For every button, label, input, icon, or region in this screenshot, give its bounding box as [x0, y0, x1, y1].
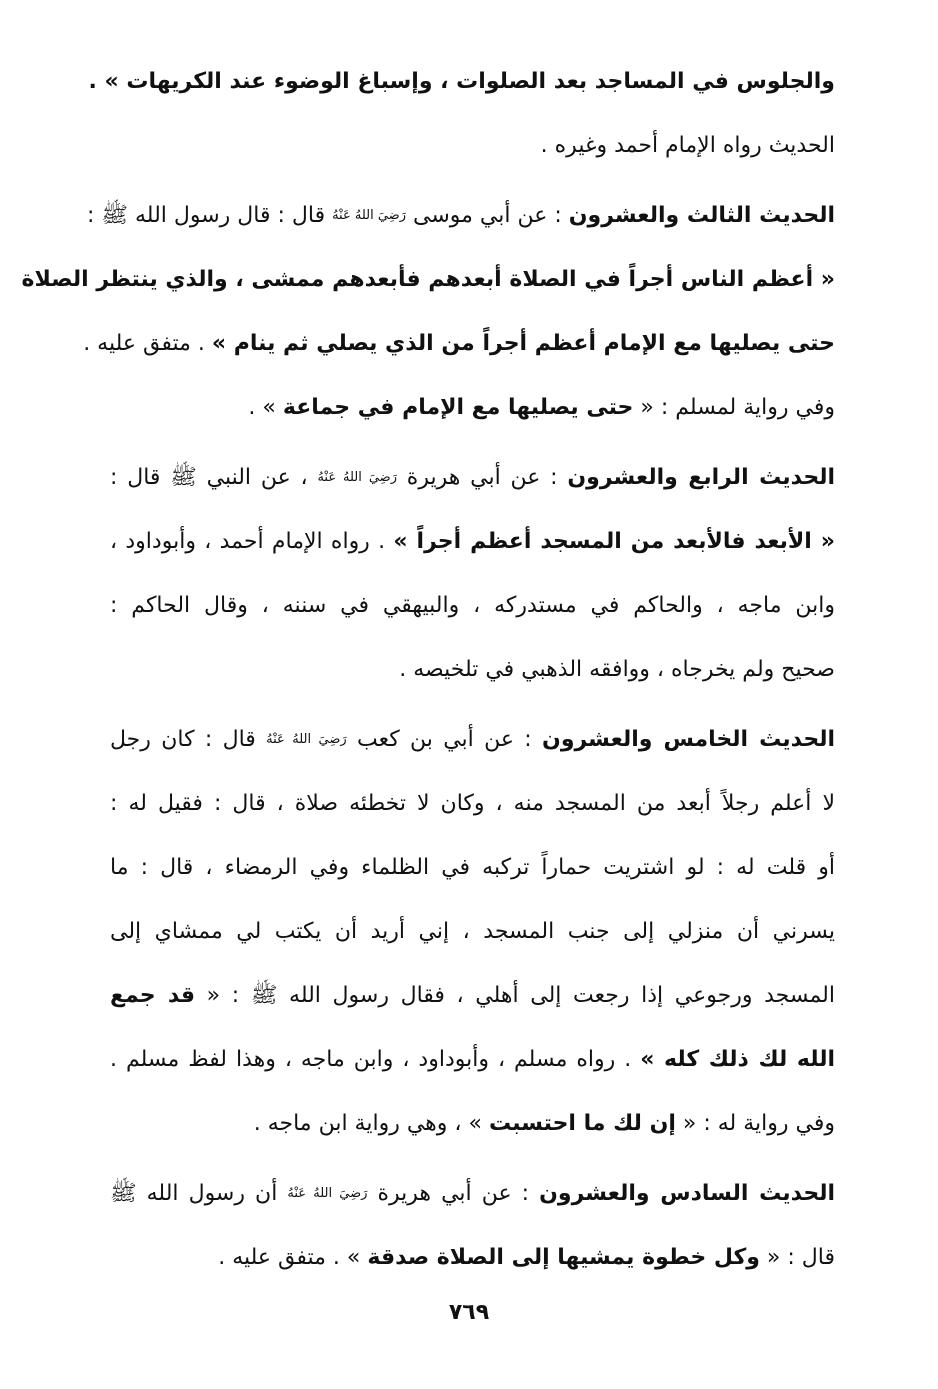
plain-text: : عن أبي هريرة	[367, 1181, 540, 1206]
text-line	[110, 638, 835, 702]
honorific-text: رَضِيَ اللهُ عَنْهُ	[317, 470, 397, 485]
plain-text: » . متفق عليه .	[218, 1245, 368, 1270]
bold-text: حتى يصليها مع الإمام في جماعة	[282, 395, 634, 420]
bold-text: الحديث الرابع والعشرون	[567, 465, 835, 490]
text-line	[110, 1162, 835, 1226]
plain-text: صحيح ولم يخرجاه ، ووافقه الذهبي في تلخيصه .	[399, 657, 835, 682]
paragraph-hadith-23	[21, 184, 835, 440]
honorific-text: رَضِيَ اللهُ عَنْهُ	[266, 732, 347, 747]
paragraph-1	[88, 50, 835, 178]
plain-text: وفي رواية لمسلم : «	[633, 395, 835, 420]
plain-text: . رواه الإمام أحمد ، وأبوداود ،	[110, 529, 394, 554]
plain-text: . متفق عليه .	[83, 331, 212, 356]
text-line	[88, 50, 835, 114]
plain-text: . رواه مسلم ، وأبوداود ، وابن ماجه ، وهذا لفظ مسلم .	[110, 1047, 641, 1072]
bold-text: إن لك ما احتسبت	[488, 1111, 676, 1136]
plain-text: وابن ماجه ، والحاكم في مستدركه ، والبيهقي في سننه ، وقال الحاكم :	[110, 593, 835, 618]
text-line	[110, 574, 835, 638]
bold-text: الحديث الثالث والعشرون	[568, 203, 835, 228]
paragraph-hadith-25	[110, 708, 835, 1156]
text-line	[21, 248, 835, 312]
plain-text: قال : «	[759, 1245, 835, 1270]
page-body	[21, 50, 836, 1290]
text-line	[110, 376, 835, 440]
text-line	[110, 900, 835, 964]
plain-text: أو قلت له : لو اشتريت حماراً تركبه في الظلماء وفي الرمضاء ، قال : ما	[110, 855, 835, 880]
honorific-text: رَضِيَ اللهُ عَنْهُ	[332, 208, 406, 223]
plain-text: : عن أبي موسى	[406, 203, 569, 228]
bold-text: وكل خطوة يمشيها إلى الصلاة صدقة	[367, 1245, 760, 1270]
plain-text: قال : كان رجل	[110, 727, 267, 752]
paragraph-hadith-24	[110, 446, 835, 702]
plain-text: » ، وهي رواية ابن ماجه .	[253, 1111, 489, 1136]
text-line	[110, 510, 835, 574]
text-line	[110, 772, 835, 836]
bold-text: الحديث الخامس والعشرون	[542, 727, 835, 752]
plain-text: يسرني أن منزلي إلى جنب المسجد ، إني أريد أن يكتب لي ممشاي إلى	[110, 919, 835, 944]
text-line	[110, 114, 835, 178]
text-line	[110, 1226, 835, 1290]
plain-text: لا أعلم رجلاً أبعد من المسجد منه ، وكان لا تخطئه صلاة ، قال : فقيل له :	[110, 791, 835, 816]
plain-text: وفي رواية له : «	[675, 1111, 835, 1136]
text-line	[110, 836, 835, 900]
honorific-text: رَضِيَ اللهُ عَنْهُ	[287, 1186, 368, 1201]
bold-text: والجلوس في المساجد بعد الصلوات ، وإسباغ الوضوء عند الكريهات » .	[88, 69, 835, 94]
plain-text: : عن أبي بن كعب	[346, 727, 543, 752]
bold-text: « أعظم الناس أجراً في الصلاة أبعدهم فأبعدهم ممشى ، والذي ينتظر الصلاة	[21, 267, 835, 292]
text-line	[110, 446, 835, 510]
bold-text: « الأبعد فالأبعد من المسجد أعظم أجراً »	[393, 529, 835, 554]
text-line	[110, 1028, 835, 1092]
plain-text: : عن أبي هريرة	[396, 465, 568, 490]
text-line	[87, 184, 835, 248]
bold-text: الله لك ذلك كله »	[640, 1047, 835, 1072]
paragraph-hadith-26	[110, 1162, 835, 1290]
plain-text: » .	[248, 395, 283, 420]
plain-text: قال : قال رسول الله ﷺ :	[87, 203, 333, 228]
text-line	[110, 1092, 835, 1156]
bold-text: حتى يصليها مع الإمام أعظم أجراً من الذي يصلي ثم ينام »	[211, 331, 835, 356]
bold-text: الحديث السادس والعشرون	[539, 1181, 836, 1206]
plain-text: أن رسول الله ﷺ	[110, 1181, 288, 1206]
bold-text: قد جمع	[110, 983, 196, 1008]
text-line	[110, 708, 835, 772]
page-number: ٧٦٩	[448, 1300, 490, 1325]
plain-text: ، عن النبي ﷺ قال :	[110, 465, 318, 490]
plain-text: الحديث رواه الإمام أحمد وغيره .	[540, 133, 835, 158]
text-line	[110, 964, 835, 1028]
plain-text: المسجد ورجوعي إذا رجعت إلى أهلي ، فقال رسول الله ﷺ : «	[195, 983, 835, 1008]
text-line	[83, 312, 835, 376]
